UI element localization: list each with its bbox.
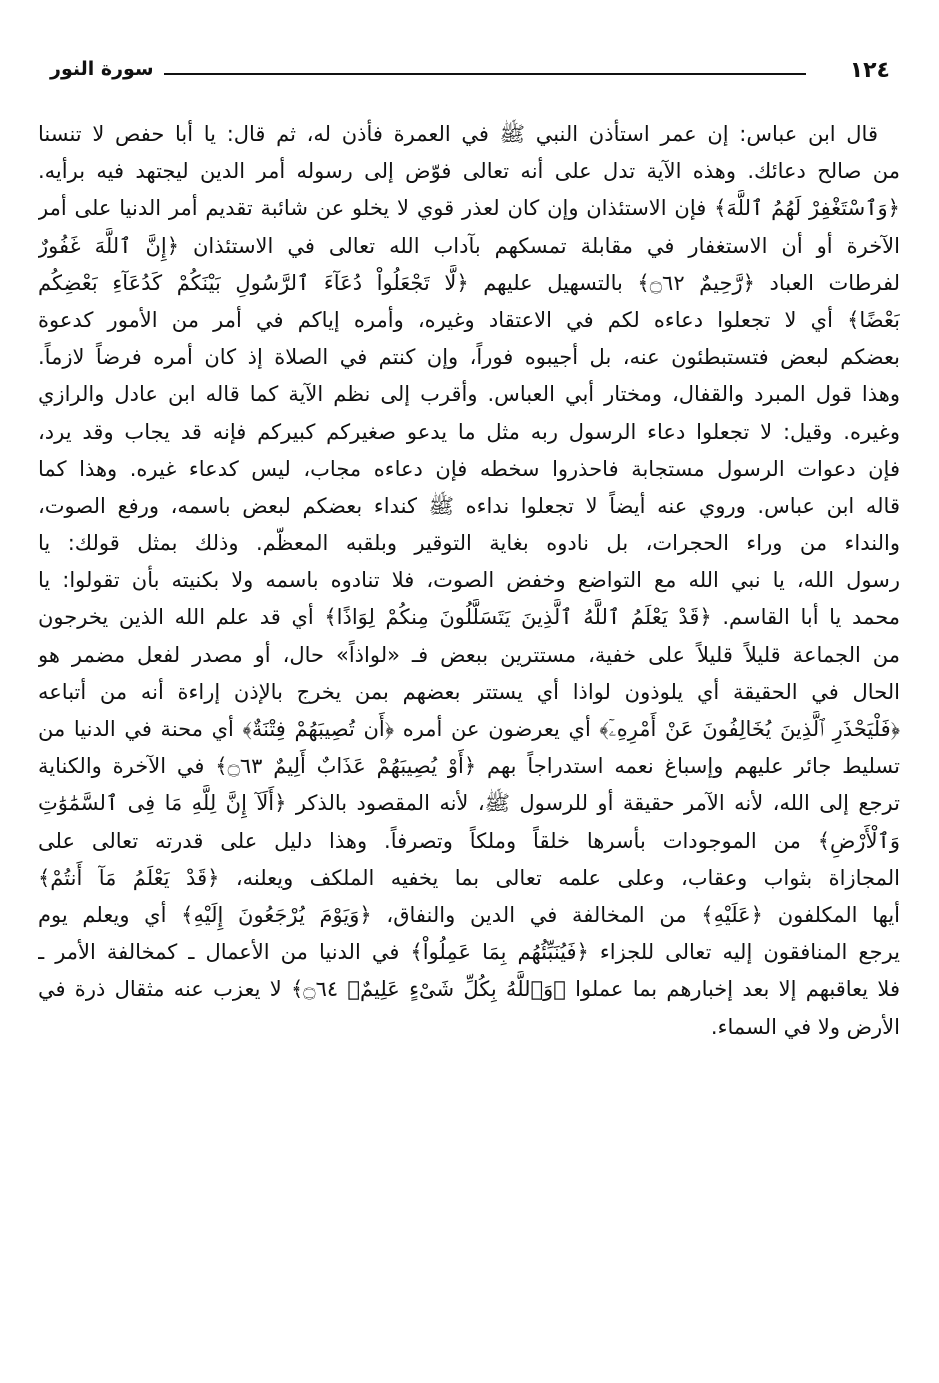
page-header [44,56,896,96]
body-text [38,116,900,1046]
text-line: يرجع المنافقون إليه تعالى للجزاء ﴿فَيُنَبِّئُهُم بِمَا عَمِلُواْ﴾ في الدنيا من الأعمال ـ كمخالفة الأمر ـ [38,940,900,965]
text-line: وَٱلْأَرْضِ﴾ من الموجودات بأسرها خلقاً وملكاً وتصرفاً. وهذا دليل على قدرته تعالى على [38,828,900,853]
text-line: أيها المكلفون ﴿عَلَيْهِ﴾ من المخالفة في الدين والنفاق، ﴿وَيَوْمَ يُرْجَعُونَ إِلَيْهِ﴾ أي ويعلم يوم [38,902,900,927]
text-line: من صالح دعائك. وهذه الآية تدل على أنه تعالى فوّض إلى رسوله أمر الدين ليجتهد فيه برأيه. [38,159,900,184]
text-line: الحال في الحقيقة أي يلوذون لواذا أي يستتر بعضهم بمن يخرج بالإذن إراءة أنه من أتباعه [38,679,900,704]
text-line: من الجماعة قليلاً قليلاً على خفية، مستترين ببعض فـ «لواذاً» حال، أو مصدر لفعل مضمر هو [38,642,900,667]
text-line: وغيره. وقيل: لا تجعلوا دعاء الرسول ربه مثل ما يدعو صغيركم كبيركم فإنه قد يجاب وقد يرد، [38,419,900,444]
text-line: فلا يعاقبهم إلا بعد إخبارهم بما عملوا ﴿وَٱللَّهُ بِكُلِّ شَىْءٍ عَلِيمٌۢ ۝٦٤﴾ لا يعزب عنه مثقال ذرة في [38,977,900,1002]
text-line: الأرض ولا في السماء. [710,1014,900,1039]
text-line: فإن دعوات الرسول مستجابة فاحذروا سخطه فإن دعاءه مجاب، ليس كدعاء غيره. وهذا كما [38,456,900,481]
text-line: ﴿فَلْيَحْذَرِ ٱلَّذِينَ يُخَالِفُونَ عَنْ أَمْرِهِۦٓ﴾ أي يعرضون عن أمره ﴿أَن تُصِيبَهُمْ فِتْنَةٌ﴾ أي محنة في الدنيا من [38,717,900,741]
text-line: لفرطات العباد ﴿رَّحِيمٌ ۝٦٢﴾ بالتسهيل عليهم ﴿لَّا تَجْعَلُواْ دُعَآءَ ٱلرَّسُولِ بَيْنَكُمْ كَدُعَآءِ بَعْضِكُم [38,270,900,295]
text-line: والنداء من وراء الحجرات، بل نادوه بغاية التوقير وبلقبه المعظّم. وذلك بمثل قولك: يا [38,531,900,556]
text-line: المجازاة بثواب وعقاب، وعلى علمه تعالى بما يخفيه الملكف ويعلنه، ﴿قَدْ يَعْلَمُ مَآ أَنتُمْ﴾ [38,865,900,890]
text-line: الآخرة أو أن الاستغفار في مقابلة تمسكهم بآداب الله تعالى في الاستئذان ﴿إِنَّ ٱللَّهَ غَفُورٌ [38,233,900,258]
text-line: قاله ابن عباس. وروي عنه أيضاً لا تجعلوا نداءه ﷺ كنداء بعضكم لبعض باسمه، ورفع الصوت، [38,493,900,518]
page-number: ١٢٤ [849,58,890,83]
text-line: رسول الله، يا نبي الله مع التواضع وخفض الصوت، فلا تنادوه باسمه ولا بكنيته بأن تقولوا: يا [38,568,900,593]
text-line: ترجع إلى الله، لأنه الآمر حقيقة أو للرسول ﷺ، لأنه المقصود بالذكر ﴿أَلَآ إِنَّ لِلَّهِ مَا فِى ٱلسَّمَٰوَٰتِ [38,791,900,816]
surah-name: سورة النور [50,58,154,80]
header-divider [164,73,806,75]
text-line: بعضكم لبعض فتستبطئون عنه، بل أجيبوه فوراً، وإن كنتم في الصلاة إذ كان أمره فرضاً لازماً. [38,345,900,370]
text-line: محمد يا أبا القاسم. ﴿قَدْ يَعْلَمُ ٱللَّهُ ٱلَّذِينَ يَتَسَلَّلُونَ مِنكُمْ لِوَاذًا﴾ أي قد علم الله الذين يخرجون [38,605,900,630]
text-line: قال ابن عباس: إن عمر استأذن النبي ﷺ في العمرة فأذن له، ثم قال: يا أبا حفص لا تنسنا [38,122,878,146]
text-line: بَعْضًا﴾ أي لا تجعلوا دعاءه لكم في الاعتقاد وغيره، وأمره إياكم في أمر من الأمور كدعوة [38,307,900,332]
text-line: وهذا قول المبرد والقفال، ومختار أبي العباس. وأقرب إلى نظم الآية كما قاله ابن عادل والرازي [38,382,900,407]
text-line: تسليط جائر عليهم وإسباغ نعمه استدراجاً بهم ﴿أَوْ يُصِيبَهُمْ عَذَابٌ أَلِيمٌ ۝٦٣﴾ في الآخرة والكناية [38,754,900,779]
text-line: ﴿وَٱسْتَغْفِرْ لَهُمُ ٱللَّهَ﴾ فإن الاستئذان وإن كان لعذر قوي لا يخلو عن شائبة تقديم أمر الدنيا على أمر [38,196,900,221]
